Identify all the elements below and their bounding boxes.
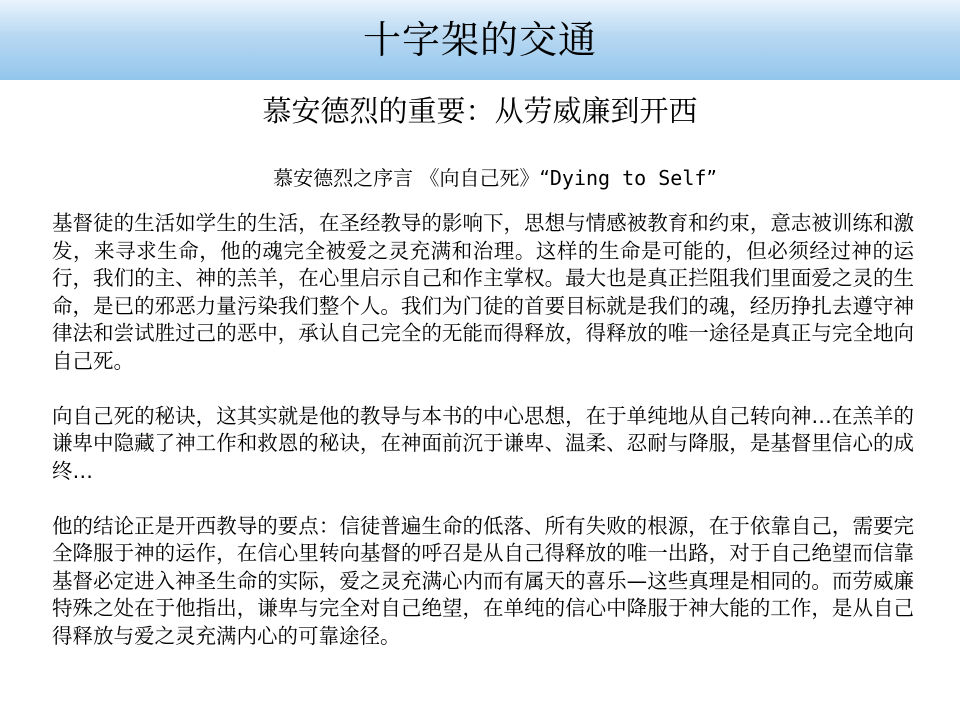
slide-subtitle: 慕安德烈的重要：从劳威廉到开西 — [262, 94, 698, 128]
paragraph-2: 向自己死的秘诀，这其实就是他的教导与本书的中心思想，在于单纯地从自己转向神…在羔羊的谦卑中隐藏了神工作和救恩的秘诀，在神面前沉于谦卑、温柔、忍耐与降服，是基督里信心的成终… — [52, 403, 914, 483]
paragraph-1: 基督徒的生活如学生的生活，在圣经教导的影响下，思想与情感被教育和约束，意志被训练和激发，来寻求生命，他的魂完全被爱之灵充满和治理。这样的生命是可能的，但必须经过神的运行，我们的主、神的羔羊，在心里启示自己和作主掌权。最大也是真正拦阻我们里面爱之灵的生命，是已的邪恶力量污染我们整个人。我们为门徒的首要目标就是我们的魂，经历挣扎去遵守神律法和尝试胜过己的恶中，承认自己完全的无能而得释放，得释放的唯一途径是真正与完全地向自己死。 — [52, 211, 914, 373]
body-text — [52, 210, 914, 650]
paragraph-3: 他的结论正是开西教导的要点：信徒普遍生命的低落、所有失败的根源，在于依靠自己，需要完全降服于神的运作，在信心里转向基督的呼召是从自己得释放的唯一出路，对于自己绝望而信靠基督必定进入神圣生命的实际，爱之灵充满心内而有属天的喜乐—这些真理是相同的。而劳威廉特殊之处在于他指出，谦卑与完全对自己绝望，在单纯的信心中降服于神大能的工作，是从自己得释放与爱之灵充满内心的可靠途径。 — [52, 513, 914, 648]
preface-prefix: 慕安德烈之序言 《向自己死》“ — [273, 166, 550, 190]
preface-suffix: ” — [706, 166, 717, 190]
title-banner — [0, 0, 960, 80]
preface-english-title: Dying to Self — [549, 166, 707, 190]
slide-title: 十字架的交通 — [362, 18, 597, 62]
preface-line — [0, 164, 960, 192]
